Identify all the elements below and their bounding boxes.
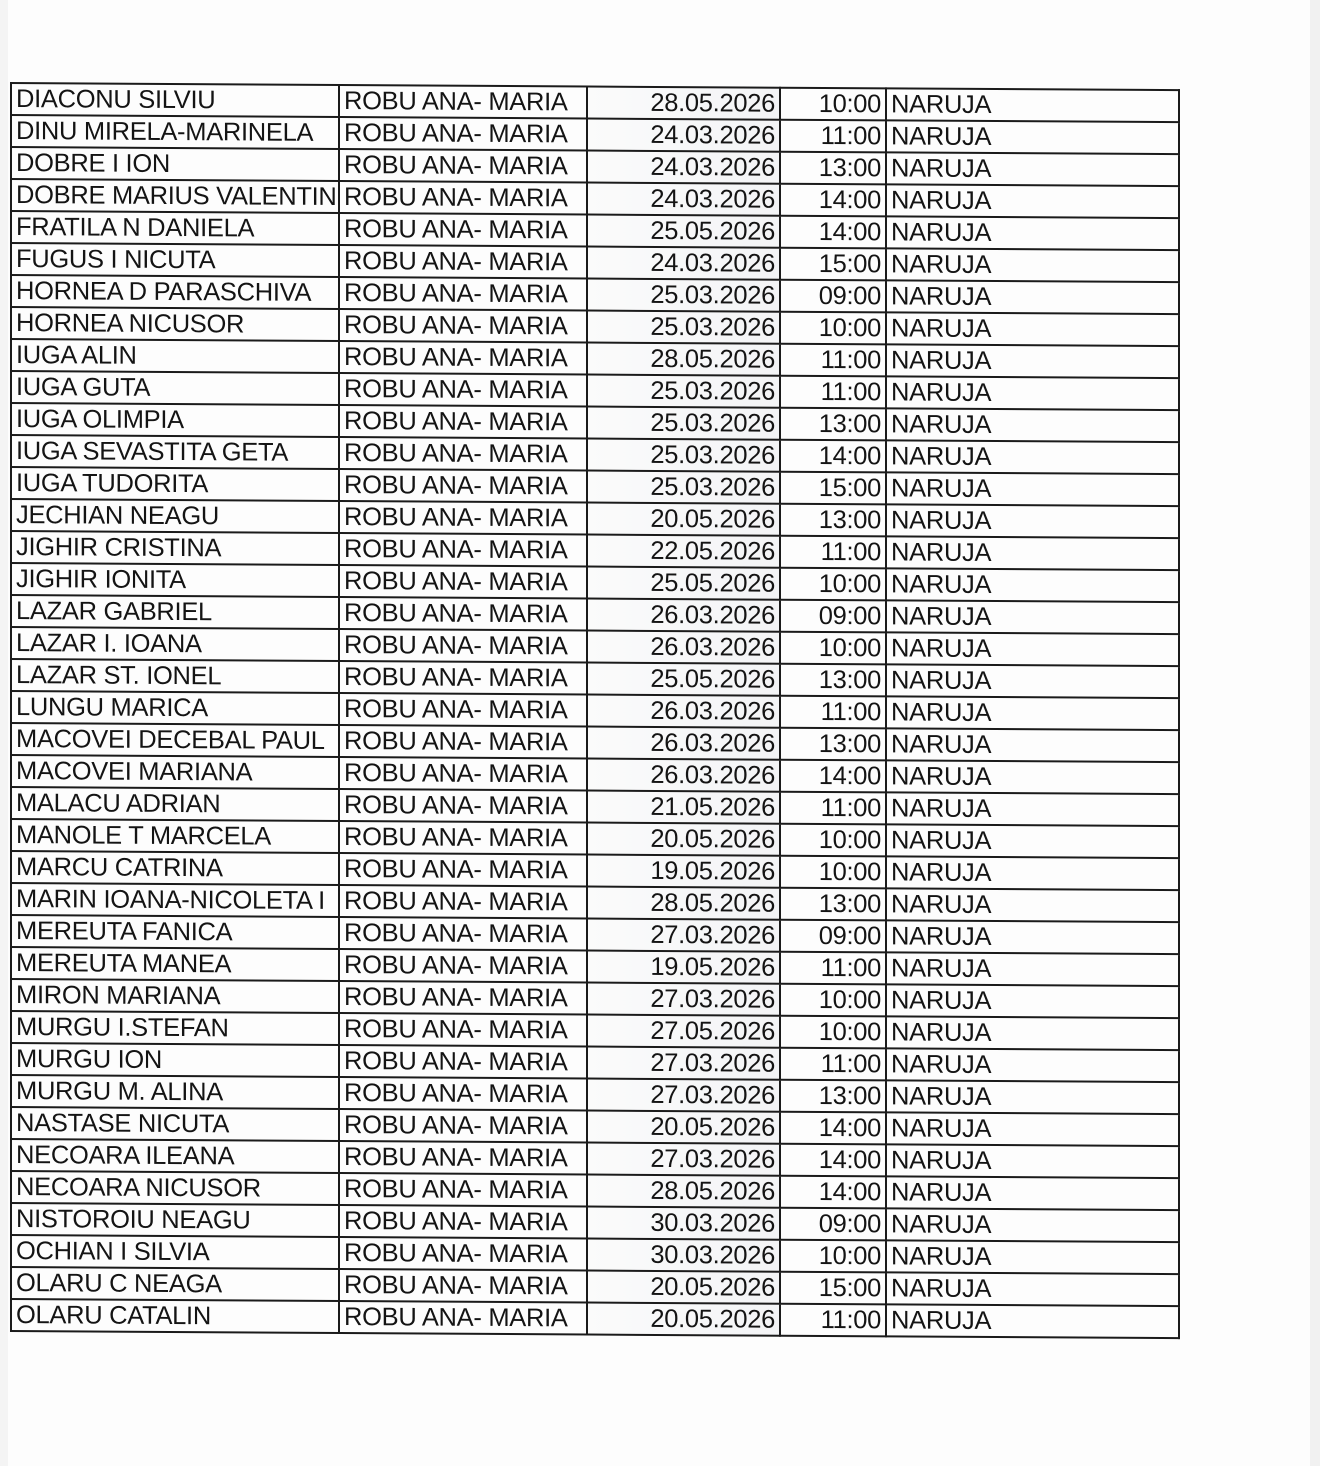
responsible-cell: ROBU ANA- MARIA bbox=[339, 725, 587, 759]
responsible-cell: ROBU ANA- MARIA bbox=[339, 597, 587, 631]
responsible-cell: ROBU ANA- MARIA bbox=[339, 821, 587, 855]
appointment-date-cell: 25.03.2026 bbox=[587, 439, 780, 472]
appointment-time-cell: 15:00 bbox=[780, 1272, 886, 1305]
appointment-time-cell: 09:00 bbox=[780, 600, 886, 633]
person-name-cell: DOBRE MARIUS VALENTIN bbox=[11, 179, 339, 213]
location-cell: NARUJA bbox=[886, 280, 1179, 314]
appointment-date-cell: 27.03.2026 bbox=[587, 1143, 780, 1176]
appointment-time-cell: 10:00 bbox=[780, 984, 886, 1017]
person-name-cell: IUGA OLIMPIA bbox=[11, 403, 339, 437]
responsible-cell: ROBU ANA- MARIA bbox=[339, 949, 587, 983]
location-cell: NARUJA bbox=[886, 344, 1179, 378]
location-cell: NARUJA bbox=[886, 408, 1179, 442]
person-name-cell: MALACU ADRIAN bbox=[11, 787, 339, 821]
appointment-time-cell: 10:00 bbox=[780, 1016, 886, 1049]
location-cell: NARUJA bbox=[886, 88, 1179, 122]
location-cell: NARUJA bbox=[886, 1304, 1179, 1338]
responsible-cell: ROBU ANA- MARIA bbox=[339, 277, 587, 311]
appointment-date-cell: 28.05.2026 bbox=[587, 87, 780, 120]
appointment-time-cell: 14:00 bbox=[780, 760, 886, 793]
table-row bbox=[11, 1299, 1179, 1338]
person-name-cell: OCHIAN I SILVIA bbox=[11, 1235, 339, 1269]
appointment-time-cell: 14:00 bbox=[780, 184, 886, 217]
appointment-time-cell: 11:00 bbox=[780, 344, 886, 377]
appointment-date-cell: 27.03.2026 bbox=[587, 1079, 780, 1112]
responsible-cell: ROBU ANA- MARIA bbox=[339, 405, 587, 439]
location-cell: NARUJA bbox=[886, 824, 1179, 858]
person-name-cell: NECOARA ILEANA bbox=[11, 1139, 339, 1173]
responsible-cell: ROBU ANA- MARIA bbox=[339, 853, 587, 887]
location-cell: NARUJA bbox=[886, 472, 1179, 506]
appointment-time-cell: 09:00 bbox=[780, 1208, 886, 1241]
location-cell: NARUJA bbox=[886, 888, 1179, 922]
person-name-cell: MACOVEI MARIANA bbox=[11, 755, 339, 789]
appointment-date-cell: 25.03.2026 bbox=[587, 375, 780, 408]
appointment-time-cell: 13:00 bbox=[780, 1080, 886, 1113]
appointment-date-cell: 28.05.2026 bbox=[587, 887, 780, 920]
responsible-cell: ROBU ANA- MARIA bbox=[339, 1141, 587, 1175]
responsible-cell: ROBU ANA- MARIA bbox=[339, 309, 587, 343]
appointment-time-cell: 11:00 bbox=[780, 376, 886, 409]
person-name-cell: DOBRE I ION bbox=[11, 147, 339, 181]
location-cell: NARUJA bbox=[886, 1080, 1179, 1114]
person-name-cell: IUGA SEVASTITA GETA bbox=[11, 435, 339, 469]
appointment-time-cell: 13:00 bbox=[780, 152, 886, 185]
person-name-cell: LAZAR I. IOANA bbox=[11, 627, 339, 661]
appointment-date-cell: 30.03.2026 bbox=[587, 1239, 780, 1272]
appointment-date-cell: 21.05.2026 bbox=[587, 791, 780, 824]
appointment-date-cell: 28.05.2026 bbox=[587, 1175, 780, 1208]
appointment-time-cell: 13:00 bbox=[780, 408, 886, 441]
location-cell: NARUJA bbox=[886, 216, 1179, 250]
appointment-date-cell: 25.03.2026 bbox=[587, 407, 780, 440]
appointment-date-cell: 22.05.2026 bbox=[587, 535, 780, 568]
appointment-date-cell: 25.05.2026 bbox=[587, 215, 780, 248]
person-name-cell: NECOARA NICUSOR bbox=[11, 1171, 339, 1205]
person-name-cell: LUNGU MARICA bbox=[11, 691, 339, 725]
location-cell: NARUJA bbox=[886, 920, 1179, 954]
responsible-cell: ROBU ANA- MARIA bbox=[339, 1109, 587, 1143]
appointment-time-cell: 10:00 bbox=[780, 568, 886, 601]
appointment-time-cell: 15:00 bbox=[780, 248, 886, 281]
location-cell: NARUJA bbox=[886, 152, 1179, 186]
location-cell: NARUJA bbox=[886, 1048, 1179, 1082]
responsible-cell: ROBU ANA- MARIA bbox=[339, 789, 587, 823]
paper-edge-right bbox=[1310, 0, 1320, 1466]
appointment-date-cell: 26.03.2026 bbox=[587, 695, 780, 728]
appointment-date-cell: 25.03.2026 bbox=[587, 311, 780, 344]
responsible-cell: ROBU ANA- MARIA bbox=[339, 533, 587, 567]
location-cell: NARUJA bbox=[886, 952, 1179, 986]
appointment-date-cell: 20.05.2026 bbox=[587, 1271, 780, 1304]
responsible-cell: ROBU ANA- MARIA bbox=[339, 1237, 587, 1271]
appointment-date-cell: 20.05.2026 bbox=[587, 823, 780, 856]
location-cell: NARUJA bbox=[886, 632, 1179, 666]
person-name-cell: IUGA ALIN bbox=[11, 339, 339, 373]
responsible-cell: ROBU ANA- MARIA bbox=[339, 1077, 587, 1111]
location-cell: NARUJA bbox=[886, 568, 1179, 602]
person-name-cell: MACOVEI DECEBAL PAUL bbox=[11, 723, 339, 757]
responsible-cell: ROBU ANA- MARIA bbox=[339, 661, 587, 695]
paper-edge-left bbox=[0, 0, 8, 1466]
appointment-date-cell: 19.05.2026 bbox=[587, 855, 780, 888]
responsible-cell: ROBU ANA- MARIA bbox=[339, 885, 587, 919]
location-cell: NARUJA bbox=[886, 536, 1179, 570]
person-name-cell: OLARU C NEAGA bbox=[11, 1267, 339, 1301]
appointment-date-cell: 27.03.2026 bbox=[587, 1047, 780, 1080]
location-cell: NARUJA bbox=[886, 1208, 1179, 1242]
person-name-cell: FRATILA N DANIELA bbox=[11, 211, 339, 245]
responsible-cell: ROBU ANA- MARIA bbox=[339, 149, 587, 183]
appointment-date-cell: 28.05.2026 bbox=[587, 343, 780, 376]
location-cell: NARUJA bbox=[886, 664, 1179, 698]
responsible-cell: ROBU ANA- MARIA bbox=[339, 181, 587, 215]
appointment-date-cell: 24.03.2026 bbox=[587, 183, 780, 216]
appointment-date-cell: 19.05.2026 bbox=[587, 951, 780, 984]
responsible-cell: ROBU ANA- MARIA bbox=[339, 917, 587, 951]
appointment-time-cell: 10:00 bbox=[780, 88, 886, 121]
appointment-time-cell: 10:00 bbox=[780, 632, 886, 665]
appointment-time-cell: 09:00 bbox=[780, 280, 886, 313]
appointment-date-cell: 24.03.2026 bbox=[587, 247, 780, 280]
appointment-date-cell: 27.05.2026 bbox=[587, 1015, 780, 1048]
location-cell: NARUJA bbox=[886, 440, 1179, 474]
person-name-cell: HORNEA D PARASCHIVA bbox=[11, 275, 339, 309]
person-name-cell: MEREUTA MANEA bbox=[11, 947, 339, 981]
location-cell: NARUJA bbox=[886, 792, 1179, 826]
appointment-date-cell: 27.03.2026 bbox=[587, 983, 780, 1016]
person-name-cell: DINU MIRELA-MARINELA bbox=[11, 115, 339, 149]
appointment-time-cell: 10:00 bbox=[780, 312, 886, 345]
person-name-cell: MIRON MARIANA bbox=[11, 979, 339, 1013]
person-name-cell: MEREUTA FANICA bbox=[11, 915, 339, 949]
appointment-time-cell: 11:00 bbox=[780, 1048, 886, 1081]
location-cell: NARUJA bbox=[886, 376, 1179, 410]
schedule-table bbox=[10, 82, 1180, 1339]
responsible-cell: ROBU ANA- MARIA bbox=[339, 981, 587, 1015]
responsible-cell: ROBU ANA- MARIA bbox=[339, 1045, 587, 1079]
person-name-cell: MARIN IOANA-NICOLETA I bbox=[11, 883, 339, 917]
appointment-date-cell: 26.03.2026 bbox=[587, 727, 780, 760]
appointment-date-cell: 26.03.2026 bbox=[587, 631, 780, 664]
appointment-date-cell: 27.03.2026 bbox=[587, 919, 780, 952]
appointment-time-cell: 11:00 bbox=[780, 120, 886, 153]
responsible-cell: ROBU ANA- MARIA bbox=[339, 245, 587, 279]
appointment-time-cell: 11:00 bbox=[780, 792, 886, 825]
person-name-cell: JIGHIR CRISTINA bbox=[11, 531, 339, 565]
appointment-date-cell: 30.03.2026 bbox=[587, 1207, 780, 1240]
appointment-time-cell: 13:00 bbox=[780, 664, 886, 697]
location-cell: NARUJA bbox=[886, 312, 1179, 346]
appointment-date-cell: 20.05.2026 bbox=[587, 503, 780, 536]
responsible-cell: ROBU ANA- MARIA bbox=[339, 469, 587, 503]
person-name-cell: NASTASE NICUTA bbox=[11, 1107, 339, 1141]
location-cell: NARUJA bbox=[886, 248, 1179, 282]
appointment-time-cell: 11:00 bbox=[780, 1304, 886, 1337]
person-name-cell: MURGU ION bbox=[11, 1043, 339, 1077]
location-cell: NARUJA bbox=[886, 120, 1179, 154]
appointment-time-cell: 11:00 bbox=[780, 696, 886, 729]
appointment-time-cell: 14:00 bbox=[780, 1176, 886, 1209]
person-name-cell: MURGU I.STEFAN bbox=[11, 1011, 339, 1045]
person-name-cell: DIACONU SILVIU bbox=[11, 83, 339, 117]
appointment-date-cell: 26.03.2026 bbox=[587, 599, 780, 632]
location-cell: NARUJA bbox=[886, 728, 1179, 762]
responsible-cell: ROBU ANA- MARIA bbox=[339, 373, 587, 407]
appointment-time-cell: 15:00 bbox=[780, 472, 886, 505]
responsible-cell: ROBU ANA- MARIA bbox=[339, 565, 587, 599]
person-name-cell: MURGU M. ALINA bbox=[11, 1075, 339, 1109]
responsible-cell: ROBU ANA- MARIA bbox=[339, 1269, 587, 1303]
appointment-date-cell: 20.05.2026 bbox=[587, 1111, 780, 1144]
person-name-cell: HORNEA NICUSOR bbox=[11, 307, 339, 341]
responsible-cell: ROBU ANA- MARIA bbox=[339, 693, 587, 727]
person-name-cell: MARCU CATRINA bbox=[11, 851, 339, 885]
appointment-date-cell: 25.05.2026 bbox=[587, 567, 780, 600]
person-name-cell: JECHIAN NEAGU bbox=[11, 499, 339, 533]
responsible-cell: ROBU ANA- MARIA bbox=[339, 1205, 587, 1239]
schedule-table-body bbox=[11, 83, 1179, 1338]
responsible-cell: ROBU ANA- MARIA bbox=[339, 1013, 587, 1047]
appointment-date-cell: 24.03.2026 bbox=[587, 119, 780, 152]
location-cell: NARUJA bbox=[886, 760, 1179, 794]
appointment-time-cell: 14:00 bbox=[780, 1112, 886, 1145]
appointment-time-cell: 13:00 bbox=[780, 728, 886, 761]
appointment-date-cell: 25.03.2026 bbox=[587, 471, 780, 504]
responsible-cell: ROBU ANA- MARIA bbox=[339, 757, 587, 791]
person-name-cell: IUGA TUDORITA bbox=[11, 467, 339, 501]
appointment-time-cell: 11:00 bbox=[780, 952, 886, 985]
location-cell: NARUJA bbox=[886, 1176, 1179, 1210]
appointment-time-cell: 13:00 bbox=[780, 888, 886, 921]
location-cell: NARUJA bbox=[886, 1016, 1179, 1050]
appointment-date-cell: 25.05.2026 bbox=[587, 663, 780, 696]
responsible-cell: ROBU ANA- MARIA bbox=[339, 341, 587, 375]
location-cell: NARUJA bbox=[886, 1240, 1179, 1274]
location-cell: NARUJA bbox=[886, 1112, 1179, 1146]
responsible-cell: ROBU ANA- MARIA bbox=[339, 85, 587, 119]
person-name-cell: LAZAR ST. IONEL bbox=[11, 659, 339, 693]
location-cell: NARUJA bbox=[886, 696, 1179, 730]
person-name-cell: MANOLE T MARCELA bbox=[11, 819, 339, 853]
appointment-time-cell: 14:00 bbox=[780, 440, 886, 473]
location-cell: NARUJA bbox=[886, 504, 1179, 538]
responsible-cell: ROBU ANA- MARIA bbox=[339, 629, 587, 663]
appointment-time-cell: 14:00 bbox=[780, 216, 886, 249]
responsible-cell: ROBU ANA- MARIA bbox=[339, 1173, 587, 1207]
responsible-cell: ROBU ANA- MARIA bbox=[339, 437, 587, 471]
responsible-cell: ROBU ANA- MARIA bbox=[339, 1301, 587, 1335]
appointment-time-cell: 10:00 bbox=[780, 856, 886, 889]
appointment-date-cell: 25.03.2026 bbox=[587, 279, 780, 312]
person-name-cell: OLARU CATALIN bbox=[11, 1299, 339, 1333]
responsible-cell: ROBU ANA- MARIA bbox=[339, 501, 587, 535]
appointment-time-cell: 10:00 bbox=[780, 824, 886, 857]
location-cell: NARUJA bbox=[886, 1144, 1179, 1178]
location-cell: NARUJA bbox=[886, 600, 1179, 634]
appointment-date-cell: 20.05.2026 bbox=[587, 1303, 780, 1336]
appointment-time-cell: 11:00 bbox=[780, 536, 886, 569]
appointment-time-cell: 09:00 bbox=[780, 920, 886, 953]
person-name-cell: NISTOROIU NEAGU bbox=[11, 1203, 339, 1237]
person-name-cell: JIGHIR IONITA bbox=[11, 563, 339, 597]
responsible-cell: ROBU ANA- MARIA bbox=[339, 117, 587, 151]
location-cell: NARUJA bbox=[886, 184, 1179, 218]
appointment-time-cell: 10:00 bbox=[780, 1240, 886, 1273]
person-name-cell: IUGA GUTA bbox=[11, 371, 339, 405]
appointment-date-cell: 24.03.2026 bbox=[587, 151, 780, 184]
responsible-cell: ROBU ANA- MARIA bbox=[339, 213, 587, 247]
appointment-date-cell: 26.03.2026 bbox=[587, 759, 780, 792]
location-cell: NARUJA bbox=[886, 1272, 1179, 1306]
appointment-time-cell: 13:00 bbox=[780, 504, 886, 537]
location-cell: NARUJA bbox=[886, 984, 1179, 1018]
appointment-time-cell: 14:00 bbox=[780, 1144, 886, 1177]
person-name-cell: LAZAR GABRIEL bbox=[11, 595, 339, 629]
person-name-cell: FUGUS I NICUTA bbox=[11, 243, 339, 277]
location-cell: NARUJA bbox=[886, 856, 1179, 890]
